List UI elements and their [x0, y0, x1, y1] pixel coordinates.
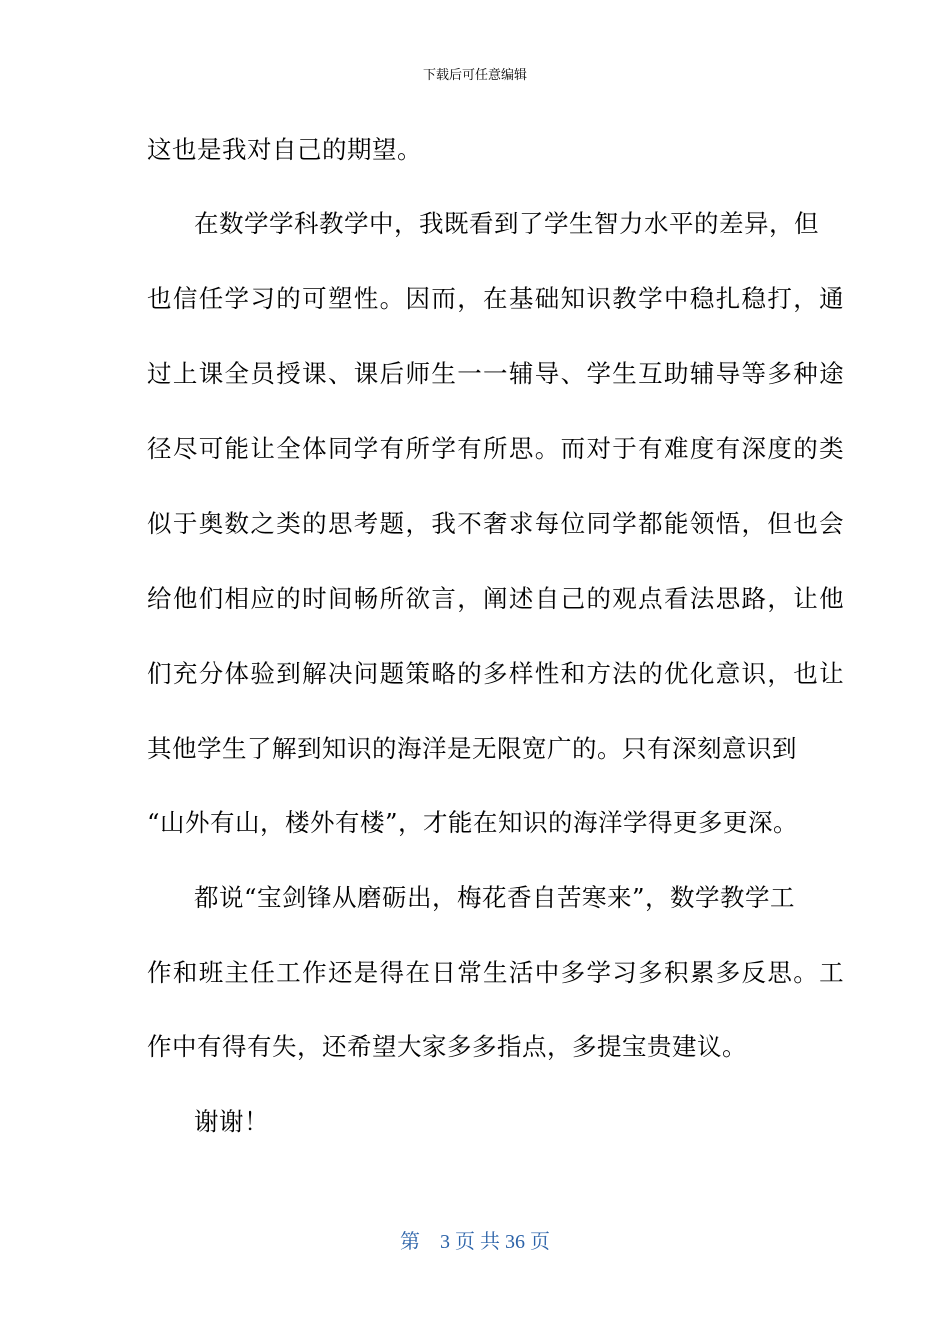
page-number: 第 3 页 共 36 页: [400, 1231, 550, 1253]
body-line: 给他们相应的时间畅所欲言，阐述自己的观点看法思路，让他: [147, 584, 845, 613]
body-line: 都说“宝剑锋从磨砺出，梅花香自苦寒来”，数学教学工: [194, 883, 796, 912]
body-line: 谢谢！: [194, 1107, 269, 1136]
body-line: 们充分体验到解决问题策略的多样性和方法的优化意识，也让: [147, 659, 845, 688]
body-line: 也信任学习的可塑性。因而，在基础知识教学中稳扎稳打，通: [147, 284, 845, 313]
body-line: 径尽可能让全体同学有所学有所思。而对于有难度有深度的类: [147, 434, 845, 463]
page-header: 下载后可任意编辑: [422, 68, 527, 83]
body-line: 在数学学科教学中，我既看到了学生智力水平的差异，但: [194, 209, 819, 238]
body-line: 作和班主任工作还是得在日常生活中多学习多积累多反思。工: [147, 958, 845, 987]
body-line: 似于奥数之类的思考题，我不奢求每位同学都能领悟，但也会: [147, 509, 845, 538]
body-line: 过上课全员授课、课后师生一一辅导、学生互助辅导等多种途: [147, 359, 845, 388]
body-line: 作中有得有失，还希望大家多多指点，多提宝贵建议。: [147, 1032, 747, 1061]
body-line: “山外有山，楼外有楼”，才能在知识的海洋学得更多更深。: [147, 808, 799, 837]
body-line: 其他学生了解到知识的海洋是无限宽广的。只有深刻意识到: [147, 734, 797, 763]
body-line: 这也是我对自己的期望。: [147, 135, 422, 164]
